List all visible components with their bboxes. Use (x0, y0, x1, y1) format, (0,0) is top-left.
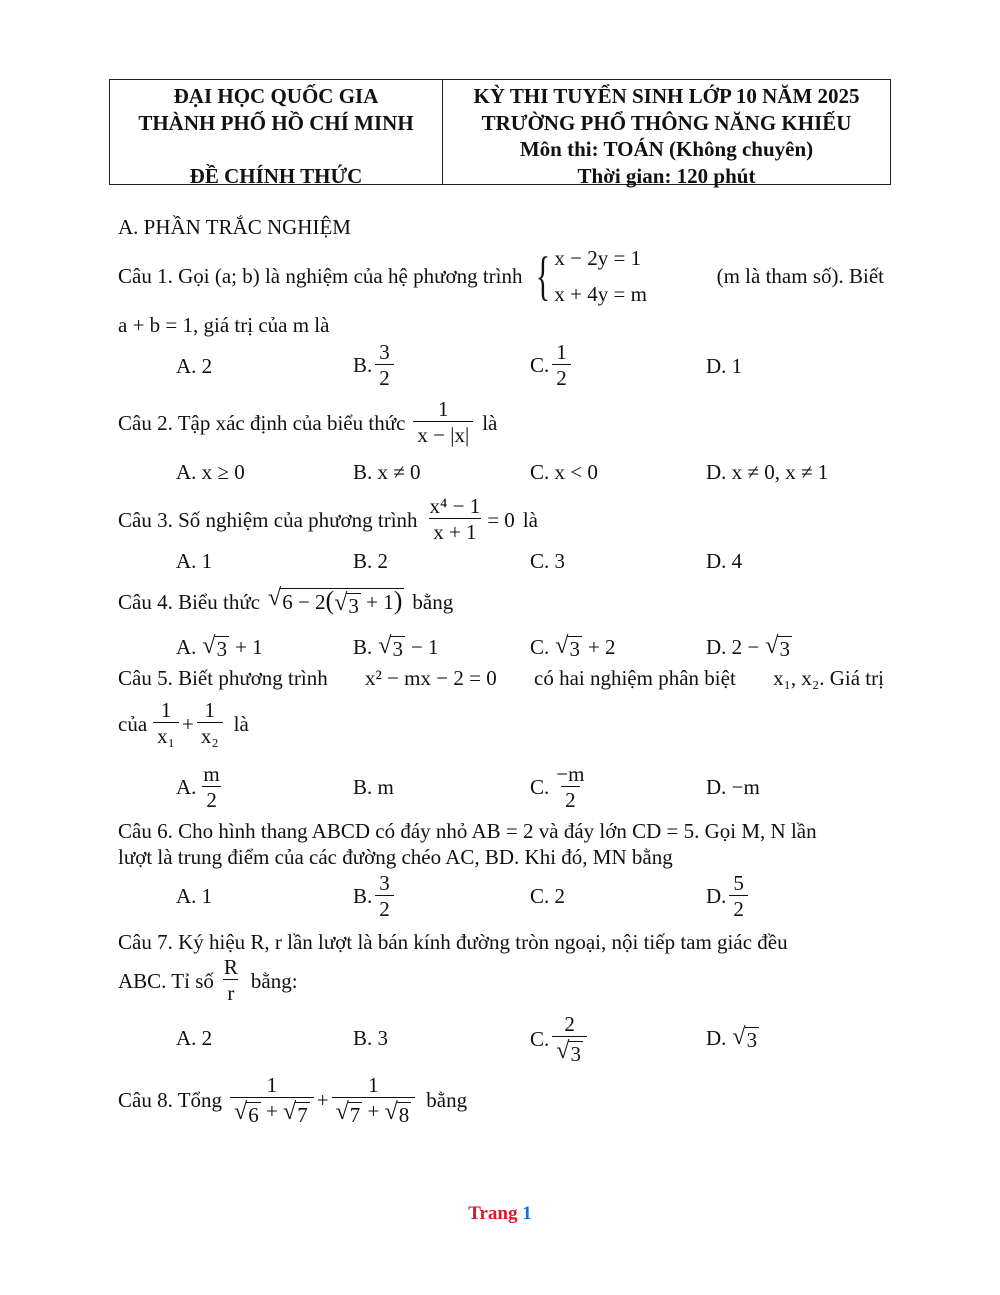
q1-b-num: 3 (379, 340, 390, 364)
q4-c-label: C. (530, 634, 550, 659)
exam-title: KỲ THI TUYỂN SINH LỚP 10 NĂM 2025 (473, 84, 860, 108)
q6-option-a[interactable]: A. 1 (176, 884, 213, 908)
q2-lead: Câu 2. Tập xác định của biểu thức (118, 410, 406, 435)
q5-line2-tail: là (233, 711, 249, 736)
q7-line2 (118, 955, 298, 1006)
q4-option-c[interactable]: C. √ 3 + 2 (530, 633, 616, 661)
q7-option-c[interactable]: C. 2 √ 3 (530, 1012, 590, 1066)
q4-lead: Câu 4. Biểu thức (118, 589, 261, 614)
q5-f1-num: 1 (160, 698, 172, 722)
q5-f2-den: x₂ (197, 722, 223, 749)
q2-line (118, 397, 497, 448)
q5-eq: x² − mx − 2 = 0 (365, 666, 497, 690)
q8-line: Câu 8. Tổng 1 √ 6 + √ 7 + 1 √ 7 + √ 8 bằng (118, 1073, 468, 1128)
page-word: Trang (468, 1203, 518, 1224)
q7-c-label: C. (530, 1026, 550, 1051)
q5-f2-num: 1 (204, 698, 215, 722)
q8-lead: Câu 8. Tổng (118, 1088, 223, 1113)
q4-inner: 3 (348, 594, 359, 619)
q4-option-a[interactable]: A. √ 3 + 1 (176, 633, 263, 661)
q5-c-num: −m (556, 762, 585, 786)
q7-d-label: D. (706, 1025, 727, 1050)
q7-option-a[interactable]: A. 2 (176, 1026, 213, 1050)
q1-eq1: x − 2y = 1 (554, 246, 642, 270)
q1-option-c-label: C. (530, 353, 550, 377)
q8-f2-r2: 8 (398, 1103, 410, 1128)
q5-lead: Câu 5. Biết phương trình (118, 666, 328, 690)
q3-line (118, 494, 538, 545)
q5-f1-den: x₁ (153, 722, 179, 749)
q6-line2: lượt là trung điểm của các đường chéo AC, BD. Khi đó, MN bằng (118, 845, 673, 869)
q7-option-d[interactable]: D. √ 3 (706, 1024, 758, 1052)
q8-f1-num: 1 (266, 1073, 278, 1097)
q4-expr-pre: 6 − 2 (282, 590, 326, 614)
q7-c-num: 2 (564, 1012, 575, 1036)
header-right (443, 80, 890, 188)
q5-plus: + (181, 711, 194, 736)
q6-line1: Câu 6. Cho hình thang ABCD có đáy nhỏ AB = 2 và đáy lớn CD = 5. Gọi M, N lần (118, 819, 817, 843)
q5-c-label: C. (530, 775, 550, 799)
q1-c-den: 2 (552, 364, 571, 391)
q4-b-label: B. (353, 634, 373, 659)
q4-line (118, 585, 453, 618)
page-number: 1 (522, 1203, 532, 1224)
q4-b-post: − 1 (410, 634, 439, 659)
q1-option-a[interactable]: A. 2 (176, 353, 213, 378)
q4-a-label: A. (176, 634, 197, 659)
q2-num: 1 (438, 397, 449, 421)
q1-tail: (m là tham số). Biết (716, 264, 884, 288)
q2-tail: là (482, 410, 498, 435)
q5-c-den: 2 (561, 786, 580, 813)
q4-c-post: + 2 (587, 634, 616, 659)
page-footer (0, 1203, 1000, 1225)
q3-option-b[interactable]: B. 2 (353, 549, 389, 573)
q6-b-label: B. (353, 884, 373, 908)
q4-a-post: + 1 (235, 634, 263, 659)
q1-b-den: 2 (375, 364, 394, 391)
q4-tail: bằng (412, 589, 454, 614)
q8-f2-r1: 7 (349, 1103, 361, 1128)
q1-eq2: x + 4y = m (554, 282, 647, 306)
q5-line2 (118, 698, 249, 749)
q1-system: { x − 2y = 1 x + 4y = m (530, 240, 646, 312)
q8-f1-r1: 6 (248, 1103, 259, 1128)
q6-option-b[interactable] (353, 871, 397, 922)
q1-option-b-label: B. (353, 353, 373, 377)
q1-line1 (118, 240, 884, 312)
q1-option-d[interactable]: D. 1 (706, 353, 743, 378)
q4-b-rad: 3 (392, 637, 403, 661)
q8-tail: bằng (426, 1088, 468, 1113)
q8-f2-num: 1 (368, 1073, 379, 1097)
q7-den: r (223, 979, 238, 1006)
q5-line2-lead: của (118, 711, 148, 736)
q7-d-rad: 3 (746, 1028, 758, 1052)
q3-option-c[interactable]: C. 3 (530, 549, 566, 573)
q5-mid: có hai nghiệm phân biệt (534, 666, 736, 690)
q5-a-den: 2 (202, 786, 221, 813)
q5-tail: . Giá trị (819, 666, 884, 690)
q6-option-d[interactable] (706, 871, 751, 922)
header-table (109, 79, 891, 188)
q1-lead: Câu 1. Gọi (a; b) là nghiệm của hệ phương trình (118, 264, 523, 288)
q1-line2: a + b = 1, giá trị của m là (118, 313, 330, 337)
q4-d-label: D. 2 − (706, 634, 760, 659)
q1-option-b[interactable] (353, 340, 397, 391)
q4-c-rad: 3 (569, 637, 580, 661)
q2-option-d[interactable]: D. x ≠ 0, x ≠ 1 (706, 460, 829, 484)
q6-d-den: 2 (729, 895, 748, 922)
duration-label: Thời gian: 120 phút (577, 163, 756, 188)
q7-c-rad: 3 (570, 1042, 581, 1067)
city-name: THÀNH PHỐ HỒ CHÍ MINH (138, 110, 414, 135)
q3-option-d[interactable]: D. 4 (706, 549, 743, 573)
q5-roots: x₁, x₂ (773, 666, 820, 690)
q7-line2-lead: ABC. Tỉ số (118, 968, 214, 993)
q8-plus: + (316, 1088, 329, 1113)
q4-expr-post: + 1 (360, 590, 394, 614)
q4-option-b[interactable]: B. √ 3 − 1 (353, 633, 439, 661)
q5-option-c[interactable] (530, 762, 591, 813)
q7-line2-tail: bằng: (250, 968, 298, 993)
q7-num: R (223, 955, 238, 979)
q4-a-rad: 3 (216, 637, 228, 661)
q4-expression: √ 6 − 2( √ 3 + 1) (268, 585, 403, 619)
q4-option-d[interactable]: D. 2 − √ 3 (706, 633, 790, 661)
header-left (110, 80, 443, 188)
q5-a-label: A. (176, 775, 197, 799)
q3-lead: Câu 3. Số nghiệm của phương trình (118, 507, 418, 532)
school-name: TRƯỜNG PHỔ THÔNG NĂNG KHIẾU (481, 110, 852, 135)
q6-d-label: D. (706, 884, 727, 908)
q1-option-c[interactable] (530, 340, 574, 391)
q5-option-d[interactable]: D. −m (706, 775, 760, 799)
subject-label: Môn thi: TOÁN (Không chuyên) (519, 137, 814, 161)
q3-option-a[interactable]: A. 1 (176, 549, 213, 573)
q2-option-b[interactable]: B. x ≠ 0 (353, 460, 421, 484)
q3-tail: là (522, 507, 538, 532)
q5-option-b[interactable]: B. m (353, 775, 394, 799)
q6-b-den: 2 (375, 895, 394, 922)
q7-line1: Câu 7. Ký hiệu R, r lần lượt là bán kính đường tròn ngoại, nội tiếp tam giác đều (118, 930, 788, 954)
q2-option-c[interactable]: C. x < 0 (530, 460, 598, 484)
q5-option-a[interactable] (176, 762, 227, 813)
q1-c-num: 1 (556, 340, 567, 364)
official-label: ĐỀ CHÍNH THỨC (189, 163, 363, 188)
q6-b-num: 3 (379, 871, 390, 895)
q7-option-b[interactable]: B. 3 (353, 1026, 389, 1050)
q8-f1-r2: 7 (297, 1103, 308, 1128)
q6-d-num: 5 (733, 871, 744, 895)
q5-line1 (118, 665, 884, 691)
q2-den: x − |x| (413, 421, 473, 448)
q5-a-num: m (203, 762, 220, 786)
section-title: A. PHẦN TRẮC NGHIỆM (118, 215, 351, 239)
q4-d-rad: 3 (779, 637, 790, 661)
q3-num: x⁴ − 1 (429, 494, 481, 518)
q3-den: x + 1 (429, 518, 480, 545)
q3-eq: = 0 (487, 507, 515, 532)
q2-option-a[interactable]: A. x ≥ 0 (176, 460, 245, 484)
q6-option-c[interactable]: C. 2 (530, 884, 566, 908)
university-name: ĐẠI HỌC QUỐC GIA (173, 84, 379, 108)
